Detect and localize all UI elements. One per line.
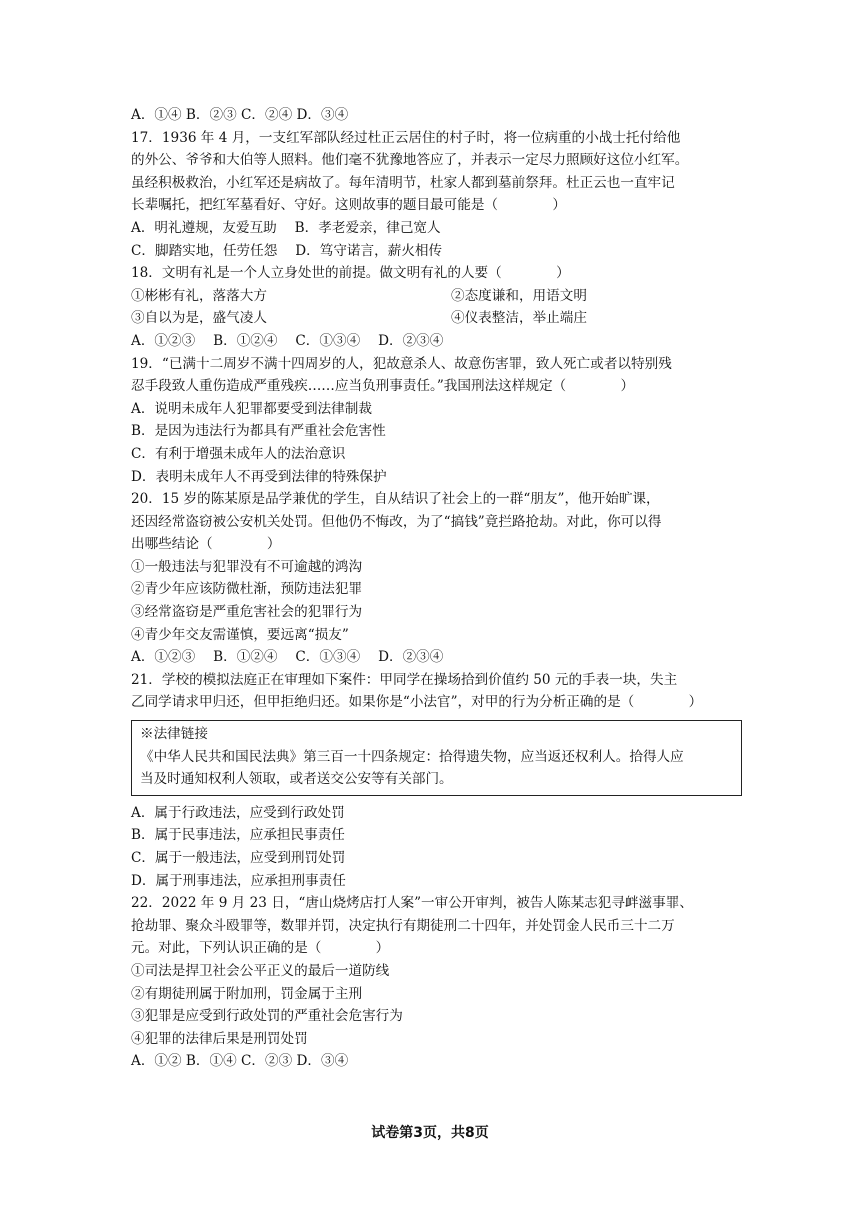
text-line: 19．“已满十二周岁不满十四周岁的人，犯故意杀人、故意伤害罪，致人死亡或者以特别残	[131, 355, 672, 372]
text-line: 虽经积极救治，小红军还是病故了。每年清明节，杜家人都到墓前祭拜。杜正云也一直牢记	[131, 174, 675, 191]
text-line: D．属于刑事违法，应承担刑事责任	[131, 872, 346, 889]
text-line: ③犯罪是应受到行政处罚的严重社会危害行为	[131, 1008, 403, 1025]
text-line: A．①②③ B．①②④ C．①③④ D．②③④	[131, 649, 444, 666]
text-line: 忍手段致人重伤造成严重残疾……应当负刑事责任。”我国刑法这样规定（ ）	[131, 378, 635, 395]
legal-box-title: ※法律链接	[140, 726, 208, 743]
q18-option: ④仪表整洁，举止端庄	[451, 310, 587, 327]
text-line: 乙同学请求甲归还，但甲拒绝归还。如果你是“小法官”，对甲的行为分析正确的是（ ）	[131, 694, 703, 711]
text-line: 的外公、爷爷和大伯等人照料。他们毫不犹豫地答应了，并表示一定尽力照顾好这位小红军。	[131, 152, 689, 169]
text-line: ④青少年交友需谨慎，要远离“损友”	[131, 626, 349, 643]
text-line: 元。对此，下列认识正确的是（ ）	[131, 940, 390, 957]
text-line: ①一般违法与犯罪没有不可逾越的鸿沟	[131, 558, 363, 575]
question-block-bottom	[131, 802, 743, 1073]
text-line: 长辈嘱托，把红军墓看好、守好。这则故事的题目最可能是（ ）	[131, 197, 566, 214]
text-line: ④犯罪的法律后果是刑罚处罚	[131, 1030, 308, 1047]
text-line: 出哪些结论（ ）	[131, 536, 281, 553]
legal-link-box	[131, 720, 742, 796]
text-line: C．脚踏实地，任劳任怨 D．笃守诺言，薪火相传	[131, 242, 443, 259]
text-line: 21．学校的模拟法庭正在审理如下案件：甲同学在操场拾到价值约 50 元的手表一块，失主	[131, 671, 678, 688]
exam-content	[131, 104, 743, 1073]
text-line: C．有利于增强未成年人的法治意识	[131, 445, 346, 462]
text-line: C．属于一般违法，应受到刑罚处罚	[131, 850, 346, 866]
question-block-mid	[131, 330, 743, 714]
text-line: B．是因为违法行为都具有严重社会危害性	[131, 423, 386, 440]
text-line: A．①④ B．②③ C．②④ D．③④	[131, 107, 349, 123]
text-line: ③经常盗窃是严重危害社会的犯罪行为	[131, 604, 363, 621]
text-line: B．属于民事违法，应承担民事责任	[131, 827, 345, 844]
text-line: ①司法是捍卫社会公平正义的最后一道防线	[131, 962, 390, 979]
text-line: A．属于行政违法，应受到行政处罚	[131, 804, 345, 821]
text-line: A．①② B．①④ C．②③ D．③④	[131, 1053, 349, 1070]
text-line: 22．2022 年 9 月 23 日，“唐山烧烤店打人案”一审公开审判，被告人陈某志犯寻衅滋事罪、	[131, 895, 693, 912]
legal-box-text: 当及时通知权利人领取，或者送交公安等有关部门。	[140, 771, 453, 788]
legal-box-text: 《中华人民共和国民法典》第三百一十四条规定：拾得遗失物，应当返还权利人。拾得人应	[140, 748, 684, 765]
page-footer: 试卷第3页，共8页	[371, 1125, 489, 1141]
q18-option: ①彬彬有礼，落落大方	[131, 287, 267, 304]
question-block-top	[131, 104, 743, 285]
text-line: ②有期徒刑属于附加刑，罚金属于主刑	[131, 985, 363, 1002]
text-line: ②青少年应该防微杜渐，预防违法犯罪	[131, 581, 363, 598]
text-line: 18．文明有礼是一个人立身处世的前提。做文明有礼的人要（ ）	[131, 265, 570, 282]
q18-option: ②态度谦和，用语文明	[451, 287, 587, 304]
text-line: A．说明未成年人犯罪都要受到法律制裁	[131, 400, 372, 417]
text-line: D．表明未成年人不再受到法律的特殊保护	[131, 468, 387, 485]
q18-option-row	[131, 307, 743, 330]
q18-option: ③自以为是，盛气凌人	[131, 310, 267, 327]
text-line: A．明礼遵规，友爱互助 B．孝老爱亲，律己宽人	[131, 219, 441, 236]
text-line: 17．1936 年 4 月，一支红军部队经过杜正云居住的村子时，将一位病重的小战士托付给他	[131, 129, 681, 146]
text-line: 抢劫罪、聚众斗殴罪等，数罪并罚，决定执行有期徒刑二十四年，并处罚金人民币三十二万	[131, 917, 675, 934]
text-line: A．①②③ B．①②④ C．①③④ D．②③④	[131, 332, 444, 349]
q18-option-row	[131, 285, 743, 308]
text-line: 还因经常盗窃被公安机关处罚。但他仍不悔改，为了“搞钱”竟拦路抢劫。对此，你可以得	[131, 513, 662, 530]
text-line: 20．15 岁的陈某原是品学兼优的学生，自从结识了社会上的一群“朋友”，他开始旷课，	[131, 491, 660, 508]
